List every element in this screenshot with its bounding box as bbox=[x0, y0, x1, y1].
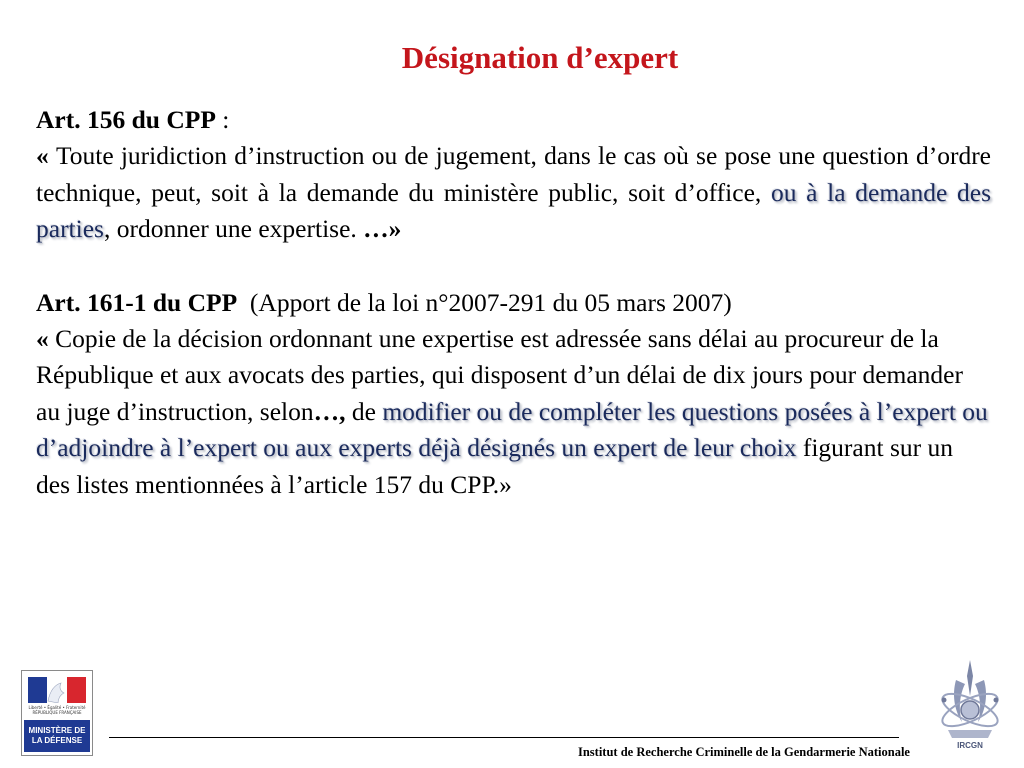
art156-open-quote: « bbox=[36, 141, 56, 171]
art161-open-quote: « bbox=[36, 324, 56, 354]
art156-heading: Art. 156 du CPP bbox=[36, 105, 216, 134]
art161-heading-line bbox=[36, 285, 991, 321]
art156-ellipsis: …» bbox=[363, 214, 402, 244]
art161-block bbox=[36, 285, 991, 503]
art161-text-after: figurant sur un des listes mentionnées à l’article 157 du CPP.» bbox=[36, 433, 953, 499]
art161-subtitle: (Apport de la loi n°2007-291 du 05 mars 2007) bbox=[249, 287, 732, 317]
footer-rule bbox=[109, 737, 899, 738]
art156-quote bbox=[36, 138, 991, 247]
ministere-defense-text: MINISTÈRE DE LA DÉFENSE bbox=[24, 720, 90, 752]
art156-text-after: , ordonner une expertise. bbox=[103, 214, 364, 244]
art161-quote bbox=[36, 321, 991, 503]
slide-content bbox=[36, 102, 991, 503]
republique-francaise-text: Liberté • Égalité • Fraternité RÉPUBLIQUE FRANÇAISE bbox=[28, 705, 86, 715]
marianne-flag-icon bbox=[28, 677, 86, 703]
ircgn-label: IRCGN bbox=[957, 741, 983, 750]
art156-text-before: Toute juridiction d’instruction ou de jugement, dans le cas où se pose une question d’ordre technique, peut, soit à la demande du ministère public, soit d’office, bbox=[36, 141, 992, 207]
ircgn-emblem-icon bbox=[934, 656, 1006, 752]
ministere-defense-logo bbox=[21, 670, 93, 756]
slide-title: Désignation d’expert bbox=[401, 40, 679, 75]
footer-institute: Institut de Recherche Criminelle de la Gendarmerie Nationale bbox=[577, 745, 910, 759]
art156-heading-line bbox=[36, 102, 991, 138]
art161-text-before: Copie de la décision ordonnant une expertise est adressée sans délai au procureur de la République et aux avocats des parties, qui disposent d’un délai de dix jours pour demander au juge d’instruction, selon bbox=[36, 324, 963, 426]
spacer bbox=[36, 248, 991, 285]
art156-block bbox=[36, 102, 991, 248]
art156-highlight: ou à la demande des parties bbox=[36, 177, 991, 244]
art161-ellipsis: …, bbox=[313, 396, 346, 426]
art156-heading-suffix: : bbox=[215, 105, 230, 134]
art161-highlight: modifier ou de compléter les questions posées à l’expert ou d’adjoindre à l’expert ou aux experts déjà désignés un expert de leur choix bbox=[36, 396, 988, 463]
art161-text-de: de bbox=[345, 396, 383, 426]
art161-heading: Art. 161-1 du CPP bbox=[36, 287, 238, 317]
